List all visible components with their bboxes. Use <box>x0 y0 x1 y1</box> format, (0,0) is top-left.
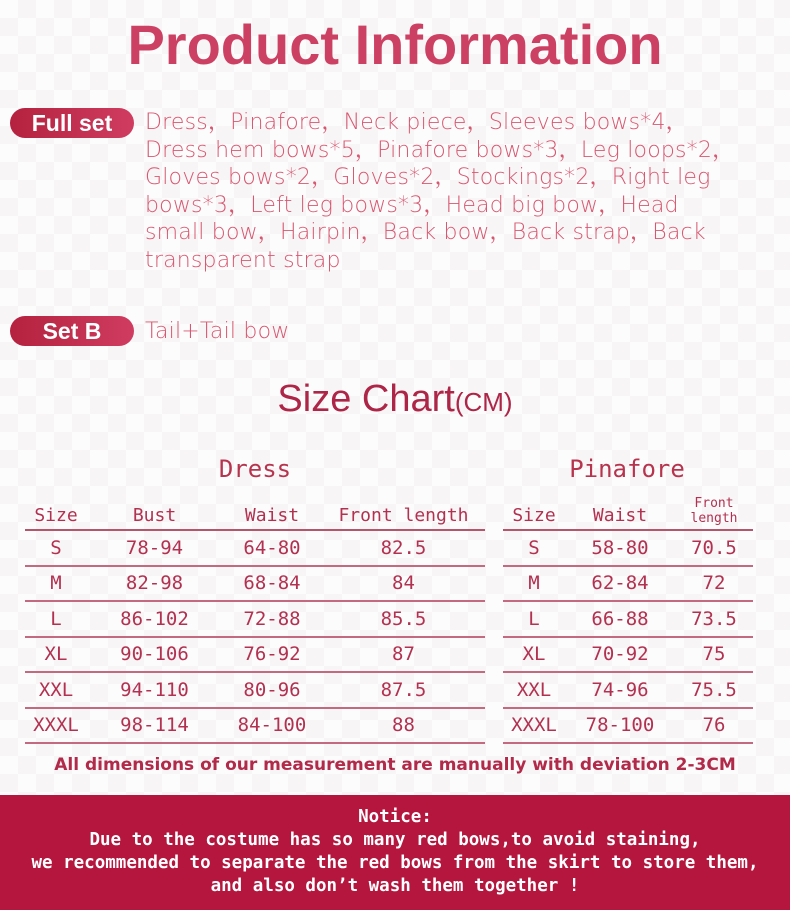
table-header-row <box>503 492 753 530</box>
full-set-line: transparent strap <box>145 247 341 273</box>
pinafore-size-table <box>503 492 753 744</box>
column-header: Front length <box>675 492 753 530</box>
table-row <box>503 530 753 566</box>
column-header: Waist <box>565 492 675 530</box>
notice-banner <box>0 795 790 910</box>
table-row <box>503 601 753 637</box>
table-cell: 76 <box>675 708 753 744</box>
table-cell: S <box>25 530 87 566</box>
table-cell: XL <box>503 637 565 673</box>
table-cell: 84-100 <box>222 708 322 744</box>
table-cell: XXXL <box>25 708 87 744</box>
full-set-label: Full set <box>10 108 134 138</box>
table-cell: 70.5 <box>675 530 753 566</box>
table-row <box>25 708 485 744</box>
table-row <box>503 708 753 744</box>
full-set-line: small bow，Hairpin，Back bow，Back strap，Back <box>145 220 706 245</box>
table-cell: 76-92 <box>222 637 322 673</box>
page-title: Product Information <box>127 13 663 76</box>
full-set-line: bows*3，Left leg bows*3，Head big bow，Head <box>145 192 679 218</box>
size-chart-title <box>0 378 790 421</box>
table-cell: 64-80 <box>222 530 322 566</box>
notice-heading: Notice: <box>358 807 432 827</box>
table-cell: 74-96 <box>565 672 675 708</box>
table-cell: 73.5 <box>675 601 753 637</box>
table-cell: 98-114 <box>87 708 222 744</box>
table-row <box>25 672 485 708</box>
table-cell: 87 <box>322 637 485 673</box>
table-cell: 88 <box>322 708 485 744</box>
set-b-description: Tail+Tail bow <box>145 319 290 344</box>
measurement-note: All dimensions of our measurement are manually with deviation 2-3CM <box>54 755 736 775</box>
table-cell: XXXL <box>503 708 565 744</box>
table-cell: 85.5 <box>322 601 485 637</box>
table-cell: 86-102 <box>87 601 222 637</box>
table-row <box>503 637 753 673</box>
table-row <box>25 530 485 566</box>
table-cell: 78-94 <box>87 530 222 566</box>
table-row <box>25 637 485 673</box>
table-cell: 58-80 <box>565 530 675 566</box>
full-set-line: Gloves bows*2，Gloves*2，Stockings*2，Right leg <box>145 165 711 190</box>
table-cell: 87.5 <box>322 672 485 708</box>
table-cell: 68-84 <box>222 566 322 602</box>
table-cell: 70-92 <box>565 637 675 673</box>
size-chart-heading: Size Chart <box>277 378 455 420</box>
table-cell: 75 <box>675 637 753 673</box>
table-cell: M <box>503 566 565 602</box>
full-set-line: Dress hem bows*5，Pinafore bows*3，Leg loops*2， <box>145 137 735 163</box>
table-cell: 78-100 <box>565 708 675 744</box>
pinafore-table-caption: Pinafore <box>569 455 685 483</box>
table-cell: XXL <box>25 672 87 708</box>
table-cell: 75.5 <box>675 672 753 708</box>
table-cell: 82.5 <box>322 530 485 566</box>
column-header: Waist <box>222 492 322 530</box>
table-row <box>25 566 485 602</box>
notice-line: Due to the costume has so many red bows,to avoid staining, <box>89 830 701 850</box>
notice-line: we recommended to separate the red bows from the skirt to store them, <box>31 853 759 873</box>
table-header-row <box>25 492 485 530</box>
table-cell: L <box>503 601 565 637</box>
column-header: Bust <box>87 492 222 530</box>
column-header: Size <box>25 492 87 530</box>
table-cell: 72 <box>675 566 753 602</box>
table-row <box>503 672 753 708</box>
table-row <box>503 566 753 602</box>
table-cell: 84 <box>322 566 485 602</box>
table-cell: 82-98 <box>87 566 222 602</box>
dress-size-table <box>25 492 485 744</box>
table-cell: M <box>25 566 87 602</box>
table-cell: L <box>25 601 87 637</box>
dress-table-caption: Dress <box>218 455 292 483</box>
table-cell: S <box>503 530 565 566</box>
table-cell: XXL <box>503 672 565 708</box>
column-header: Size <box>503 492 565 530</box>
table-cell: 62-84 <box>565 566 675 602</box>
column-header: Front length <box>322 492 485 530</box>
full-set-line: Dress，Pinafore，Neck piece，Sleeves bows*4， <box>145 110 688 135</box>
table-cell: 66-88 <box>565 601 675 637</box>
full-set-description <box>145 109 785 274</box>
table-cell: 80-96 <box>222 672 322 708</box>
size-chart-unit: (CM) <box>454 387 513 417</box>
table-cell: 72-88 <box>222 601 322 637</box>
set-b-label: Set B <box>10 316 134 346</box>
notice-line: and also don’t wash them together ! <box>210 876 580 896</box>
table-cell: XL <box>25 637 87 673</box>
table-cell: 94-110 <box>87 672 222 708</box>
table-cell: 90-106 <box>87 637 222 673</box>
table-row <box>25 601 485 637</box>
